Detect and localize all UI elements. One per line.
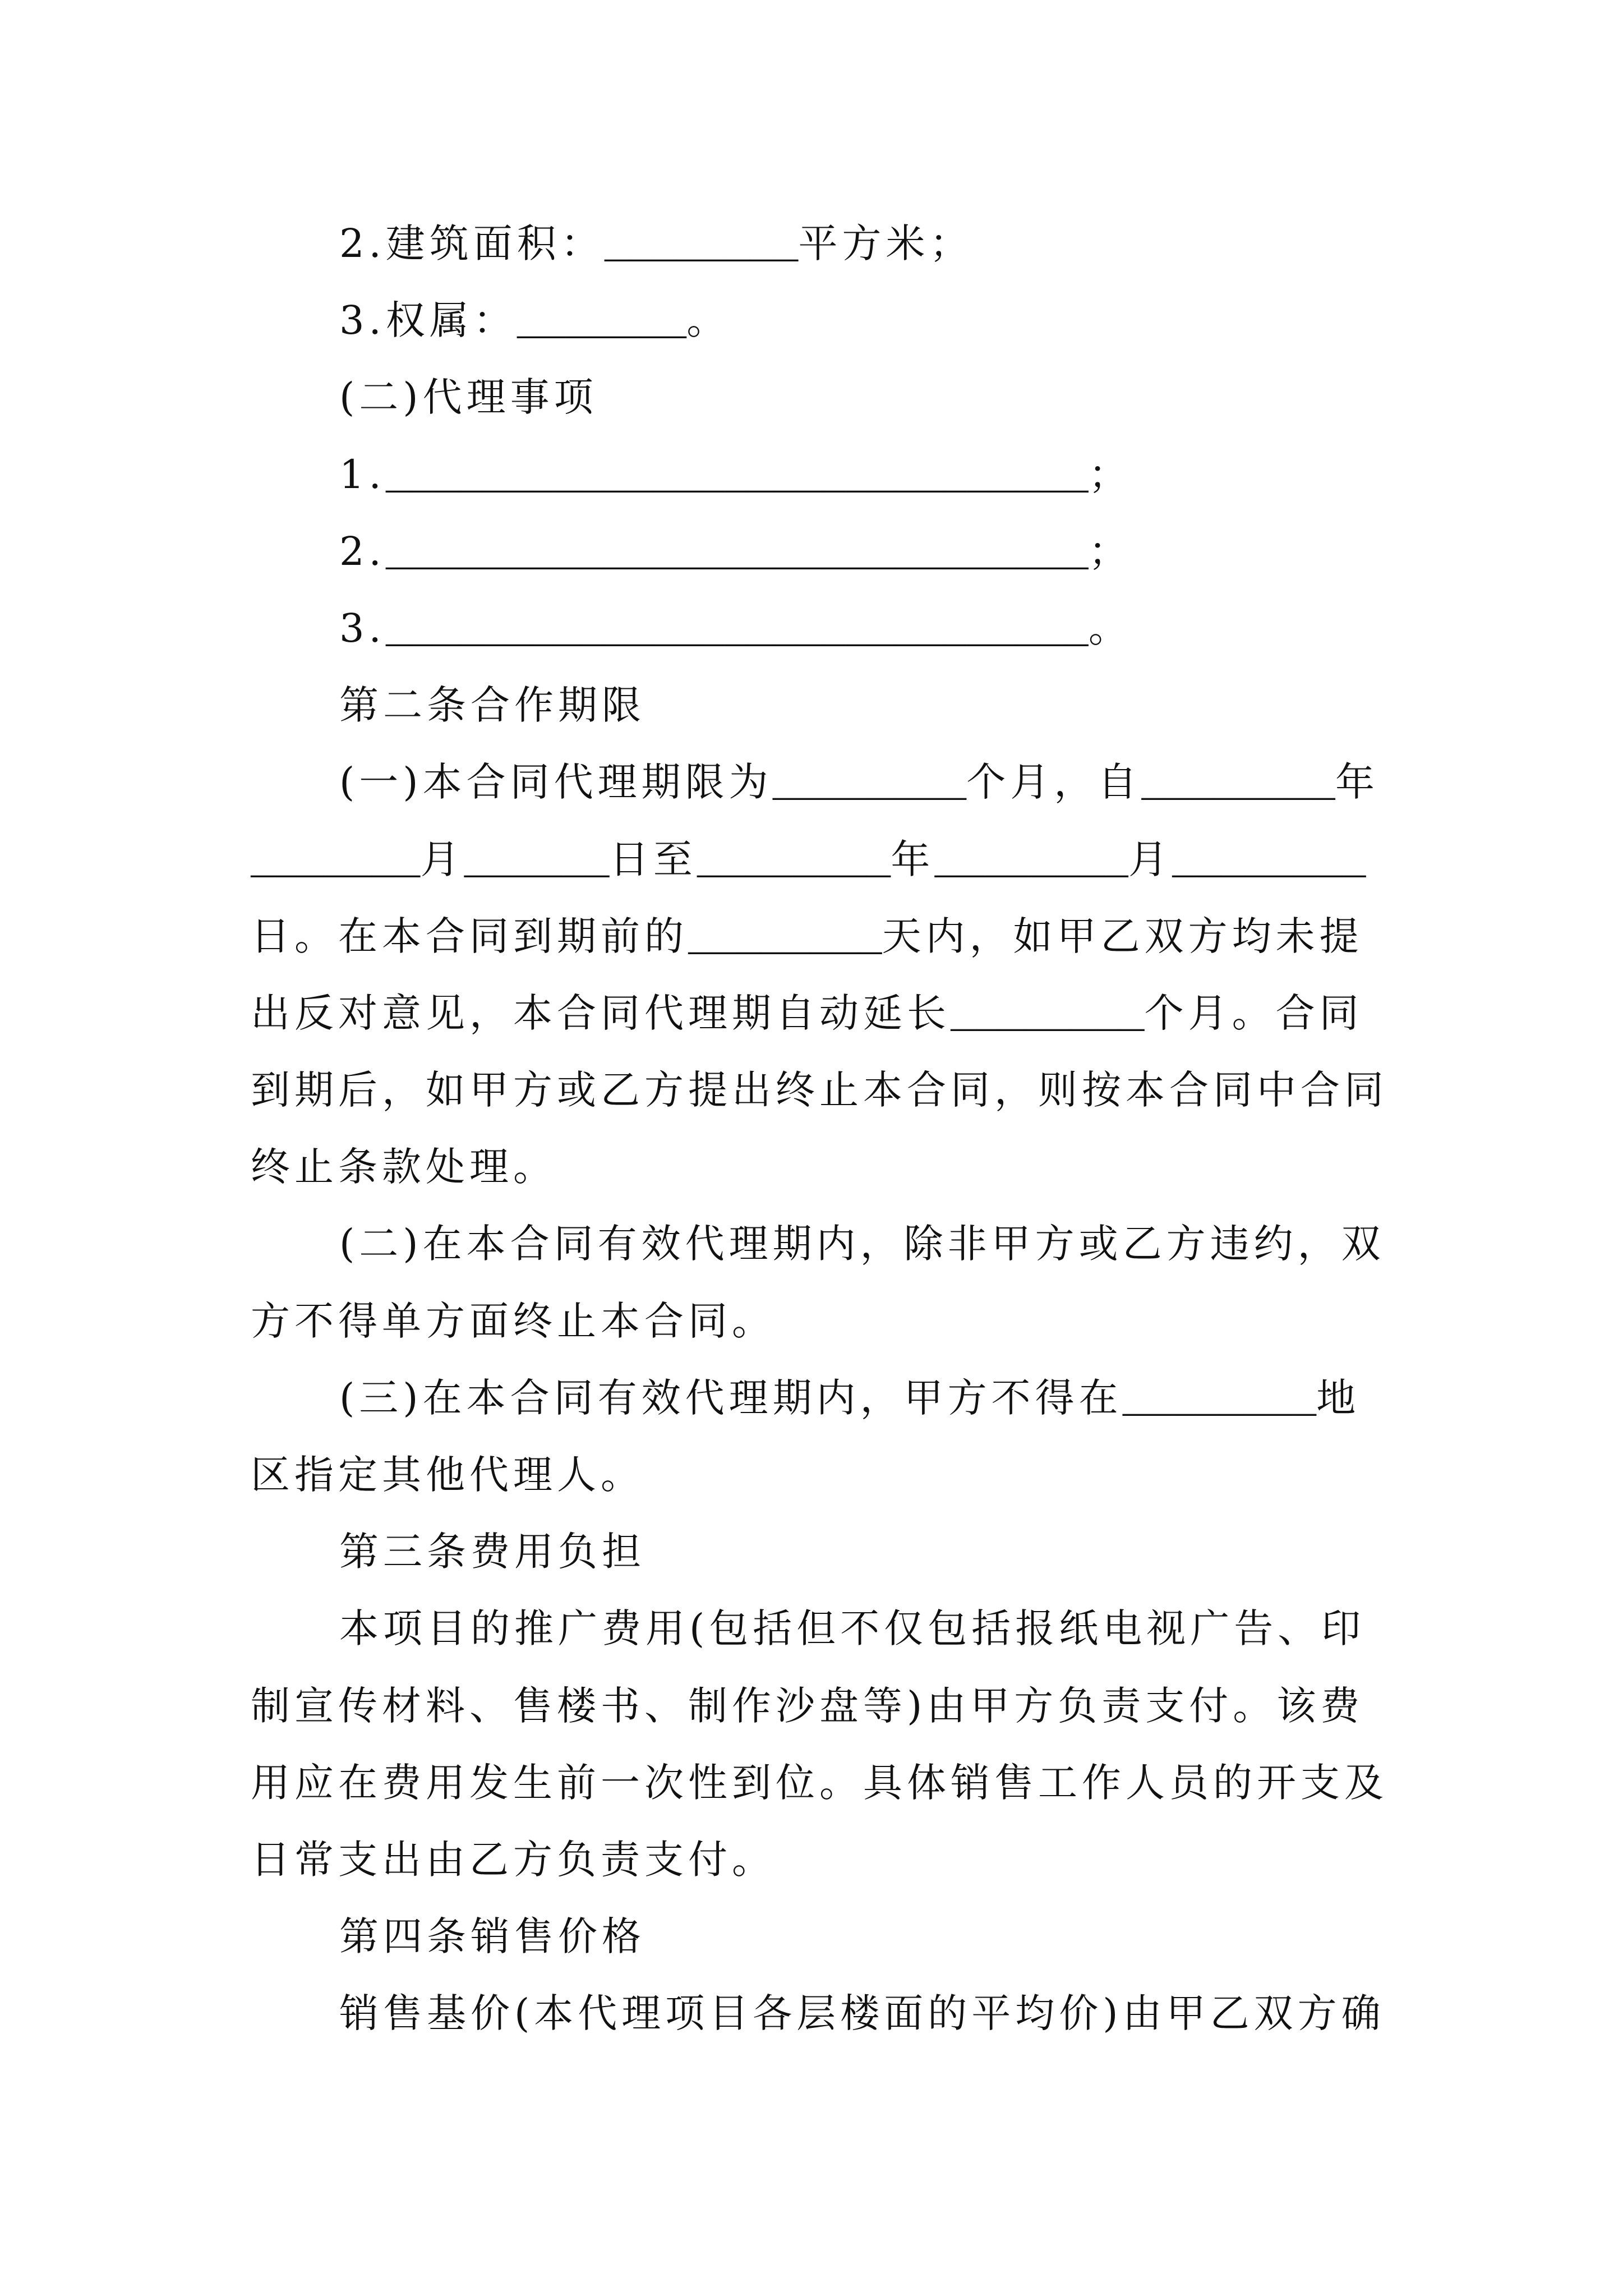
text-line bbox=[0, 1052, 1623, 1129]
text-segment: 第四条销售价格 bbox=[339, 1913, 645, 1960]
text-line bbox=[0, 1975, 1623, 2052]
text-segment: 3. bbox=[339, 605, 386, 651]
clause-heading bbox=[0, 667, 1623, 744]
text-segment: (二)在本合同有效代理期内，除非甲方或乙方违约，双 bbox=[339, 1221, 1385, 1267]
text-line bbox=[0, 205, 1623, 282]
fill-in-blank: ________ bbox=[1172, 839, 1366, 885]
text-line bbox=[0, 282, 1623, 359]
text-segment: 月 bbox=[1128, 836, 1173, 882]
text-line bbox=[0, 1437, 1623, 1513]
text-segment: 用应在费用发生前一次性到位。具体销售工作人员的开支及 bbox=[251, 1759, 1388, 1806]
text-line bbox=[0, 590, 1623, 667]
text-segment: 销售基价(本代理项目各层楼面的平均价)由甲乙双方确 bbox=[339, 1990, 1385, 2037]
text-line bbox=[0, 1668, 1623, 1745]
fill-in-blank: _____________________________ bbox=[385, 608, 1089, 654]
text-segment: 平方米； bbox=[798, 220, 974, 266]
text-segment: (一)本合同代理期限为 bbox=[339, 759, 773, 806]
text-segment: 第三条费用负担 bbox=[339, 1529, 645, 1575]
text-line bbox=[0, 744, 1623, 821]
text-segment: 年 bbox=[891, 836, 935, 882]
text-segment: (三)在本合同有效代理期内，甲方不得在 bbox=[339, 1374, 1123, 1421]
text-segment: 制宣传材料、售楼书、制作沙盘等)由甲方负责支付。该费 bbox=[251, 1682, 1364, 1729]
text-segment: 出反对意见，本合同代理期自动延长 bbox=[251, 990, 951, 1036]
fill-in-blank: ________ bbox=[688, 915, 882, 962]
fill-in-blank: _____________________________ bbox=[385, 531, 1089, 577]
section-heading bbox=[0, 359, 1623, 436]
text-segment: ； bbox=[1088, 451, 1132, 498]
fill-in-blank: ________ bbox=[1141, 762, 1335, 808]
fill-in-blank: _______ bbox=[517, 300, 687, 347]
fill-in-blank: ________ bbox=[951, 992, 1145, 1039]
text-segment: 地 bbox=[1316, 1374, 1361, 1421]
text-segment: 3.权属： bbox=[339, 297, 517, 344]
text-segment: 2.建筑面积： bbox=[339, 220, 605, 266]
text-segment: 2. bbox=[339, 528, 386, 574]
fill-in-blank: ________ bbox=[772, 762, 967, 808]
text-line bbox=[0, 1821, 1623, 1898]
text-line bbox=[0, 1590, 1623, 1667]
text-segment: 天内，如甲乙双方均未提 bbox=[882, 913, 1363, 959]
text-segment: 。 bbox=[1088, 605, 1132, 651]
document-page bbox=[0, 205, 1623, 2053]
text-segment: 日。在本合同到期前的 bbox=[251, 913, 688, 959]
text-segment: 日至 bbox=[609, 836, 697, 882]
fill-in-blank: ________ bbox=[697, 839, 891, 885]
text-line bbox=[0, 1129, 1623, 1205]
text-segment: 日常支出由乙方负责支付。 bbox=[251, 1836, 776, 1883]
fill-in-blank: ________ bbox=[934, 839, 1129, 885]
fill-in-blank: _______ bbox=[251, 839, 421, 885]
clause-heading bbox=[0, 1898, 1623, 1975]
text-segment: (二)代理事项 bbox=[339, 374, 598, 421]
fill-in-blank: ________ bbox=[604, 223, 799, 269]
text-segment: 区指定其他代理人。 bbox=[251, 1452, 644, 1498]
fill-in-blank: _____________________________ bbox=[385, 454, 1089, 500]
text-segment: 。 bbox=[686, 297, 731, 344]
text-line bbox=[0, 513, 1623, 590]
text-segment: ； bbox=[1088, 528, 1132, 574]
text-segment: 本项目的推广费用(包括但不仅包括报纸电视广告、印 bbox=[339, 1605, 1366, 1652]
text-segment: 到期后，如甲方或乙方提出终止本合同，则按本合同中合同 bbox=[251, 1067, 1388, 1114]
text-line bbox=[0, 898, 1623, 975]
text-line bbox=[0, 1360, 1623, 1437]
text-line bbox=[0, 975, 1623, 1052]
text-segment: 终止条款处理。 bbox=[251, 1144, 557, 1190]
text-segment: 1. bbox=[339, 451, 386, 498]
text-segment: 月 bbox=[420, 836, 464, 882]
text-segment: 年 bbox=[1335, 759, 1379, 806]
clause-heading bbox=[0, 1513, 1623, 1590]
text-line bbox=[0, 1283, 1623, 1360]
fill-in-blank: ________ bbox=[1122, 1377, 1317, 1424]
text-line bbox=[0, 436, 1623, 513]
text-segment: 个月。合同 bbox=[1144, 990, 1363, 1036]
text-segment: 第二条合作期限 bbox=[339, 682, 645, 729]
text-segment: 个月，自 bbox=[966, 759, 1142, 806]
text-segment: 方不得单方面终止本合同。 bbox=[251, 1297, 776, 1344]
fill-in-blank: ______ bbox=[464, 839, 610, 885]
text-line bbox=[0, 821, 1623, 898]
text-line bbox=[0, 1205, 1623, 1282]
text-line bbox=[0, 1745, 1623, 1821]
